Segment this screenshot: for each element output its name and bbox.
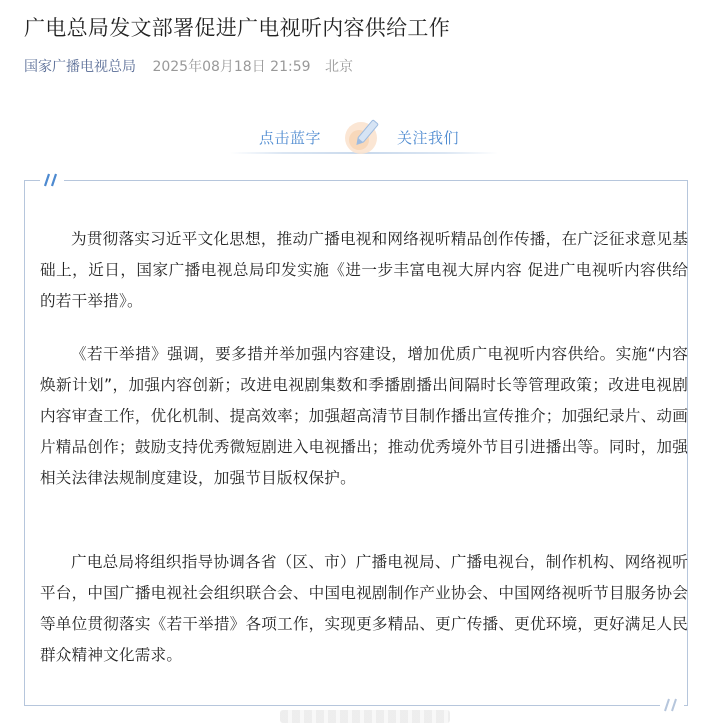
click-blue-text[interactable]: 点击蓝字 [259,129,322,147]
paragraph-3-block [40,547,688,671]
follow-banner[interactable] [230,116,498,156]
source-link[interactable]: 国家广播电视总局 [24,59,136,75]
follow-us-text[interactable]: 关注我们 [397,129,460,147]
quote-mark-top-icon [40,172,64,186]
publish-location: 北京 [324,59,353,75]
pen-badge-icon [343,116,383,156]
publish-time: 2025年08月18日 21:59 [152,59,311,75]
paragraph-1: 为贯彻落实习近平文化思想，推动广播电视和网络视听精品创作传播，在广泛征求意见基础上，近日，国家广播电视总局印发实施《进一步丰富电视大屏内容 促进广电视听内容供给的若干举措》。 [40,230,688,310]
paragraph-2-block [40,339,688,494]
paragraph-1-block [40,224,688,317]
quote-mark-bottom-icon [660,697,684,711]
truncated-text-fade [280,710,450,723]
article-meta [24,57,353,77]
article-title: 广电总局发文部署促进广电视听内容供给工作 [24,16,450,40]
paragraph-2: 《若干举措》强调，要多措并举加强内容建设，增加优质广电视听内容供给。实施“内容焕新计划”，加强内容创新；改进电视剧集数和季播剧播出间隔时长等管理政策；改进电视剧内容审查工作，优化机制、提高效率；加强超高清节目制作播出宣传推介；加强纪录片、动画片精品创作；鼓励支持优秀微短剧进入电视播出；推动优秀境外节目引进播出等。同时，加强相关法律法规制度建设，加强节目版权保护。 [40,345,688,487]
paragraph-3: 广电总局将组织指导协调各省（区、市）广播电视局、广播电视台，制作机构、网络视听平台，中国广播电视社会组织联合会、中国电视剧制作产业协会、中国网络视听节目服务协会等单位贯彻落实《若干举措》各项工作，实现更多精品、更广传播、更优环境，更好满足人民群众精神文化需求。 [40,553,688,664]
